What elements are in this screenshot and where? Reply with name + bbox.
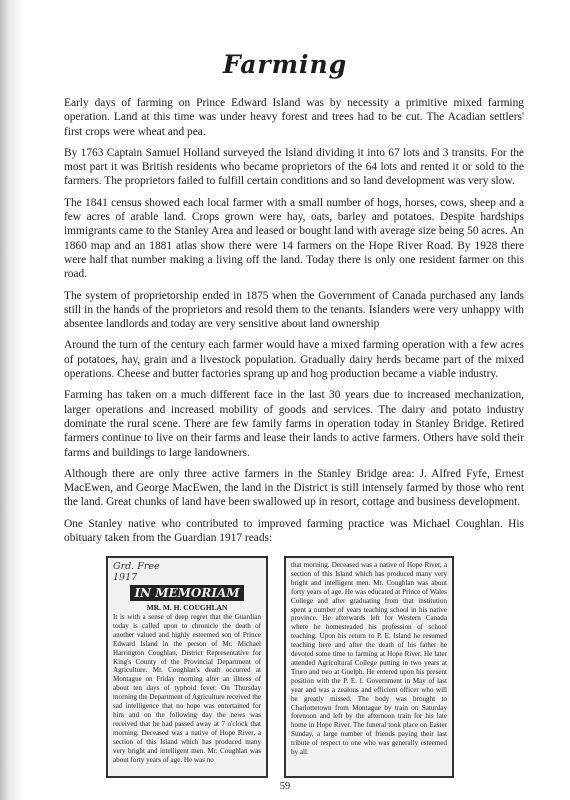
- clipping-subheading: MR. M. H. COUGHLAN: [146, 603, 228, 612]
- paragraph: The 1841 census showed each local farmer with a small number of hogs, horses, cows, sheep and a few acres of arable land. Crops grown were hay, oats, barley and potatoes. Despite hardships immigrants came to the Stanley Area and leased or bought land with average size being 50 acres. An 1860 map and an 1881 atlas show there were 14 farmers on the Hope River Road. By 1928 there were half that number making a living off the land. Today there is only one resident farmer on this road.: [64, 196, 524, 281]
- handwritten-year: 1917: [113, 572, 138, 583]
- clipping-text: that morning. Deceased was a native of Hope River, a section of this Island which has produced many very bright and intelligent men. Mr. Coughlan was about forty years of age. He was educated at Prince of Wales College and after graduating from that institution spent a number of years teaching school in his native province. He afterwards left for Western Canada where he homesteaded his profession of school teaching. Upon his return to P. E. Island he resumed teaching here and after the death of his father he devoted some time to farming at Hope River. He later attended Agricultural College putting in two years at Truro and two at Guelph. He entered upon his present position with the P. E. I. Government in May of last year and was a zealous and efficient officer who will be greatly missed. The body was brought to Charlottetown from Montague by train on Saturday forenoon and left by the afternoon train for his late home in Hope River. The funeral took place on Easter Sunday, a large number of friends paying their last tribute of respect to one who was generally esteemed by all.: [291, 561, 447, 757]
- newspaper-clipping-left: [106, 556, 268, 778]
- paragraph: The system of proprietorship ended in 1875 when the Government of Canada purchased any lands still in the hands of the proprietors and resold them to the tenants. Islanders were very unhappy with absentee landlords and today are very sensitive about land ownership: [64, 289, 524, 331]
- paragraph: Around the turn of the century each farmer would have a mixed farming operation with a few acres of potatoes, hay, grain and a livestock population. Gradually dairy herds became part of the mixed operations. Cheese and butter factories sprang up and hog production became a viable industry.: [64, 339, 524, 381]
- handwritten-note: Grd. Free: [113, 561, 160, 572]
- paragraph: One Stanley native who contributed to improved farming practice was Michael Coughlan. His obituary taken from the Guardian 1917 reads:: [64, 517, 524, 545]
- paragraph: Although there are only three active farmers in the Stanley Bridge area: J. Alfred Fyfe, Ernest MacEwen, and George MacEwen, the land in the District is still intensely farmed by those who rent the land. Great chunks of land have been swallowed up in resort, cottage and business development.: [64, 467, 524, 509]
- page-number: 59: [279, 781, 291, 792]
- paragraph: Early days of farming on Prince Edward Island was by necessity a primitive mixed farming operation. Land at this time was under heavy forest and trees had to be cut. The Acadian settlers' first crops were wheat and pea.: [64, 97, 524, 138]
- clipping-text: It is with a sense of deep regret that the Guardian today is called upon to chronicle the death of another valued and highly esteemed son of Prince Edward Island in the person of Mr. Michael Harrington Coughlan, District Representative for King's County of the Provincial Department of Agriculture. Mr. Coughlan's death occurred at Montague on Friday morning after an illness of about ten days of typhoid fever. On Thursday morning the Department of Agriculture received the sad intelligence that no hope was entertained for him and on the following day the news was received that he had passed away at 7 o'clock that morning. Deceased was a native of Hope River, a section of this Island which has produced many very bright and intelligent men. Mr. Coughlan was about forty years of age. He was no: [113, 613, 261, 764]
- newspaper-clipping-right: [284, 556, 454, 778]
- page-title: Farming: [222, 50, 348, 79]
- body-text: [64, 96, 524, 552]
- obituary-clippings: [106, 556, 456, 780]
- paragraph: By 1763 Captain Samuel Holland surveyed the Island dividing it into 67 lots and 3 transits. For the most part it was British residents who became proprietors of the 64 lots and rented it or sold to the farmers. The proprietors failed to fulfill certain conditions and so land development was very slow.: [64, 146, 524, 188]
- clipping-heading: IN MEMORIAM: [130, 585, 243, 601]
- scan-shadow: [0, 0, 24, 800]
- paragraph: Farming has taken on a much different face in the last 30 years due to increased mechanization, larger operations and increased mobility of goods and services. The dairy and potato industry dominate the rural scene. There are few family farms in operation today in Stanley Bridge. Retired farmers continue to live on their farms and lease their lands to active farmers. Others have sold their farms and buildings to large landowners.: [64, 389, 524, 459]
